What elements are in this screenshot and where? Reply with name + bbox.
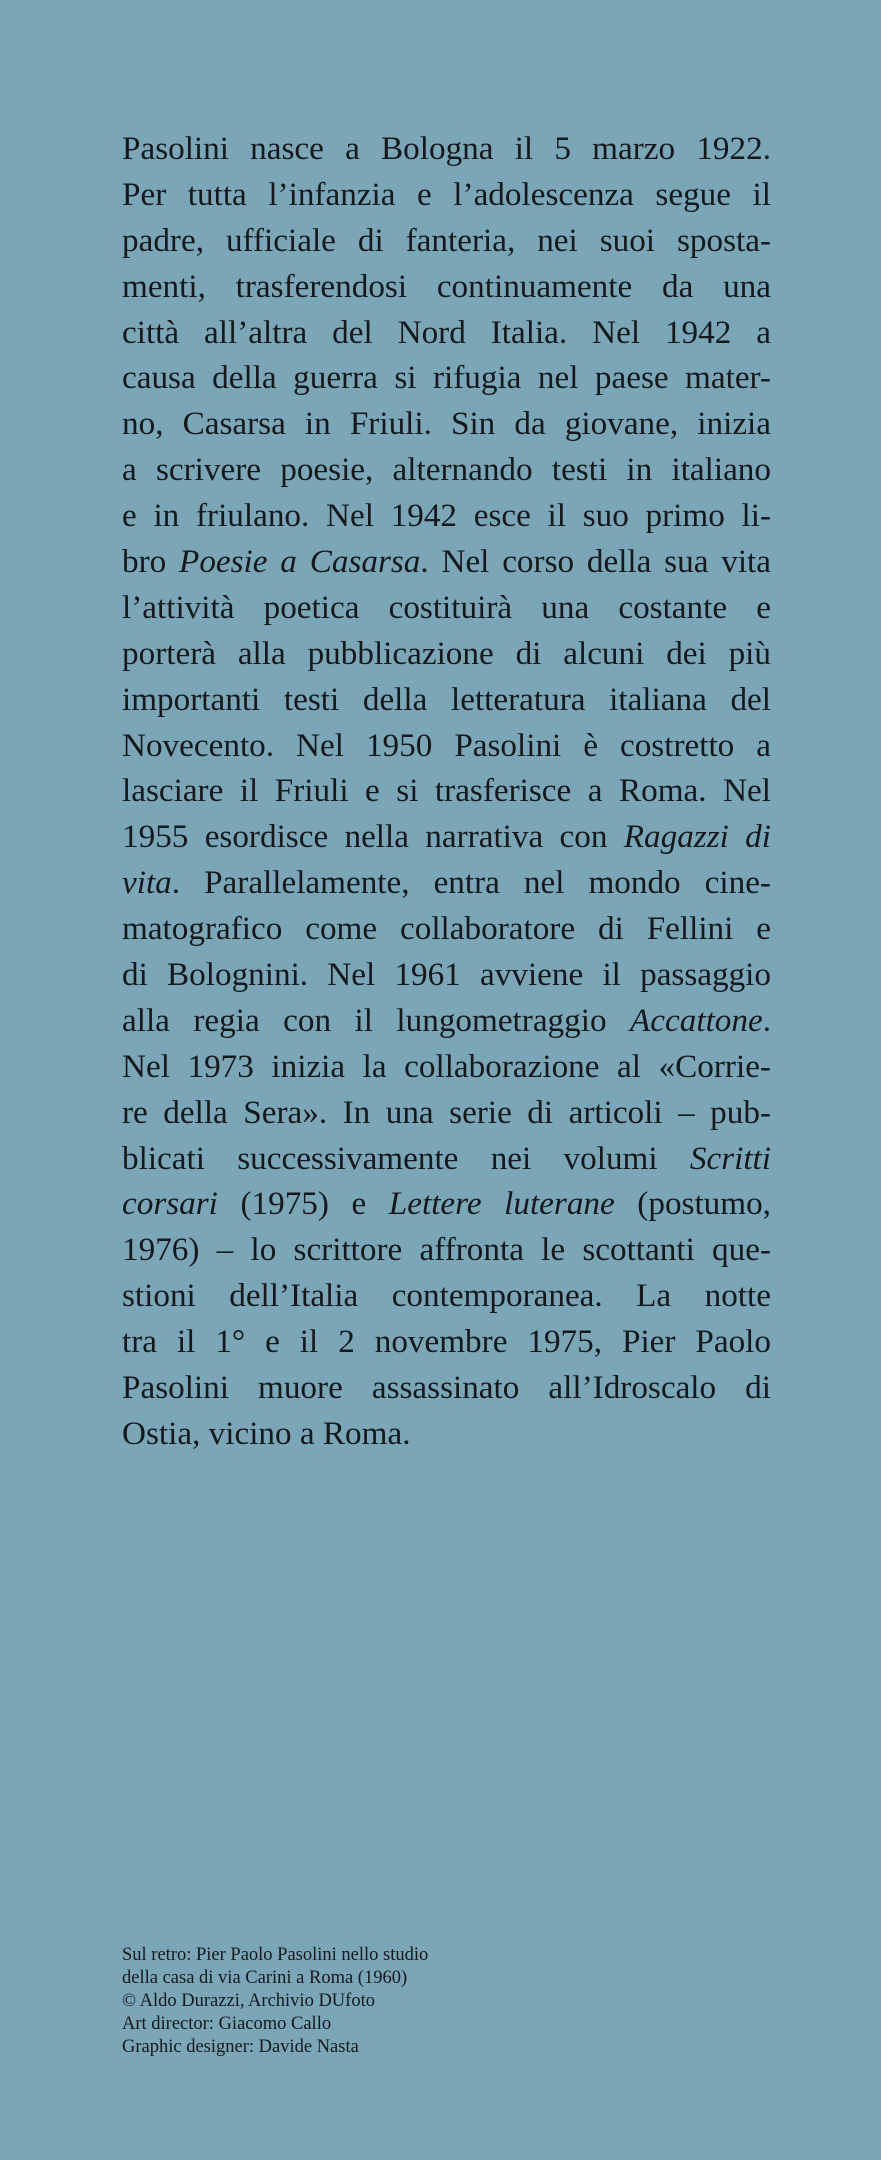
bio-line [122, 126, 771, 172]
bio-text-segment: Nel 1973 inizia la collaborazione al «Corrie- [122, 1047, 771, 1085]
bio-line [122, 906, 771, 952]
bio-text-segment: 1955 esordisce nella narrativa con [122, 818, 624, 856]
bio-text-segment: importanti testi della letteratura italiana del [122, 680, 771, 718]
bio-line [122, 814, 771, 860]
bio-italic-title: vita [122, 864, 172, 902]
bio-italic-title: Poesie a Casarsa [179, 543, 421, 581]
bio-text-segment: Novecento. Nel 1950 Pasolini è costretto a [122, 726, 771, 764]
bio-line [122, 264, 771, 310]
bio-line [122, 998, 771, 1044]
bio-text-segment: stioni dell’Italia contemporanea. La notte [122, 1277, 771, 1315]
bio-text-segment: no, Casarsa in Friuli. Sin da giovane, inizia [122, 405, 771, 443]
bio-line [122, 1090, 771, 1136]
bio-text-segment: Pasolini nasce a Bologna il 5 marzo 1922. [122, 130, 771, 167]
bio-line [122, 401, 771, 447]
bio-text-segment: blicati successivamente nei volumi [122, 1139, 690, 1177]
bio-line [122, 355, 771, 401]
bio-text-segment: di Bolognini. Nel 1961 avviene il passaggio [122, 956, 771, 994]
bio-line [122, 1273, 771, 1319]
bio-line [122, 1319, 771, 1365]
bio-text-segment: (postumo, [614, 1185, 771, 1223]
bio-line [122, 218, 771, 264]
bio-line [122, 493, 771, 539]
bio-italic-title: Scritti [689, 1139, 771, 1177]
bio-line [122, 1227, 771, 1273]
bio-line [122, 952, 771, 998]
bio-line [122, 585, 771, 631]
bio-line [122, 860, 771, 906]
bio-text-segment: 1976) – lo scrittore affronta le scottanti que- [122, 1231, 771, 1269]
bio-italic-title: Ragazzi di [623, 818, 771, 856]
credit-line: Graphic designer: Davide Nasta [122, 2037, 359, 2057]
bio-text-segment: Ostia, vicino a Roma. [122, 1414, 411, 1452]
bio-text-segment: e in friulano. Nel 1942 esce il suo primo li- [122, 497, 771, 535]
bio-line [122, 723, 771, 769]
bio-line [122, 172, 771, 218]
bio-line [122, 1044, 771, 1090]
bio-text-segment: (1975) e [217, 1185, 389, 1223]
bio-text-segment: Pasolini muore assassinato all’Idroscalo di [122, 1369, 771, 1407]
bio-text-segment: Per tutta l’infanzia e l’adolescenza segue il [122, 175, 771, 213]
biography-text [122, 126, 771, 1452]
bio-line [122, 539, 771, 585]
bio-text-segment: alla regia con il lungometraggio [122, 1001, 631, 1039]
bio-text-segment: l’attività poetica costituirà una costante e [122, 588, 771, 626]
bio-line [122, 768, 771, 814]
bio-text-segment: causa della guerra si rifugia nel paese mater- [122, 359, 771, 397]
bio-text-segment: a scrivere poesie, alternando testi in italiano [122, 451, 771, 489]
bio-line [122, 631, 771, 677]
bio-line [122, 1136, 771, 1182]
bio-italic-title: Lettere luterane [388, 1185, 615, 1223]
bio-line [122, 310, 771, 356]
bio-italic-title: corsari [122, 1185, 218, 1223]
bio-line [122, 677, 771, 723]
bio-text-segment: . Nel corso della sua vita [420, 543, 771, 581]
bio-text-segment: menti, trasferendosi continuamente da una [122, 267, 771, 305]
bio-text-segment: . Parallelamente, entra nel mondo cine- [171, 864, 771, 902]
bio-text-segment: tra il 1° e il 2 novembre 1975, Pier Paolo [122, 1323, 771, 1361]
bio-text-segment: città all’altra del Nord Italia. Nel 1942 a [122, 313, 771, 351]
bio-text-segment: . [762, 1001, 771, 1039]
bio-text-segment: matografico come collaboratore di Fellini e [122, 910, 771, 948]
bio-line [122, 1181, 771, 1227]
credits-text [122, 1944, 542, 2059]
credit-line: della casa di via Carini a Roma (1960) [122, 1968, 408, 1988]
bio-text-segment: re della Sera». In una serie di articoli – pub- [122, 1093, 771, 1131]
bio-line [122, 447, 771, 493]
credit-line: © Aldo Durazzi, Archivio DUfoto [122, 1991, 375, 2011]
credit-line: Art director: Giacomo Callo [122, 2014, 332, 2034]
bio-text-segment: porterà alla pubblicazione di alcuni dei più [122, 634, 771, 672]
bio-text-segment: padre, ufficiale di fanteria, nei suoi sposta- [122, 221, 771, 259]
credit-line: Sul retro: Pier Paolo Pasolini nello studio [122, 1945, 429, 1965]
bio-line [122, 1411, 771, 1457]
bio-text-segment: lasciare il Friuli e si trasferisce a Roma. Nel [122, 772, 771, 810]
bio-italic-title: Accattone [630, 1001, 763, 1039]
bio-text-segment: bro [122, 543, 180, 581]
bio-line [122, 1365, 771, 1411]
